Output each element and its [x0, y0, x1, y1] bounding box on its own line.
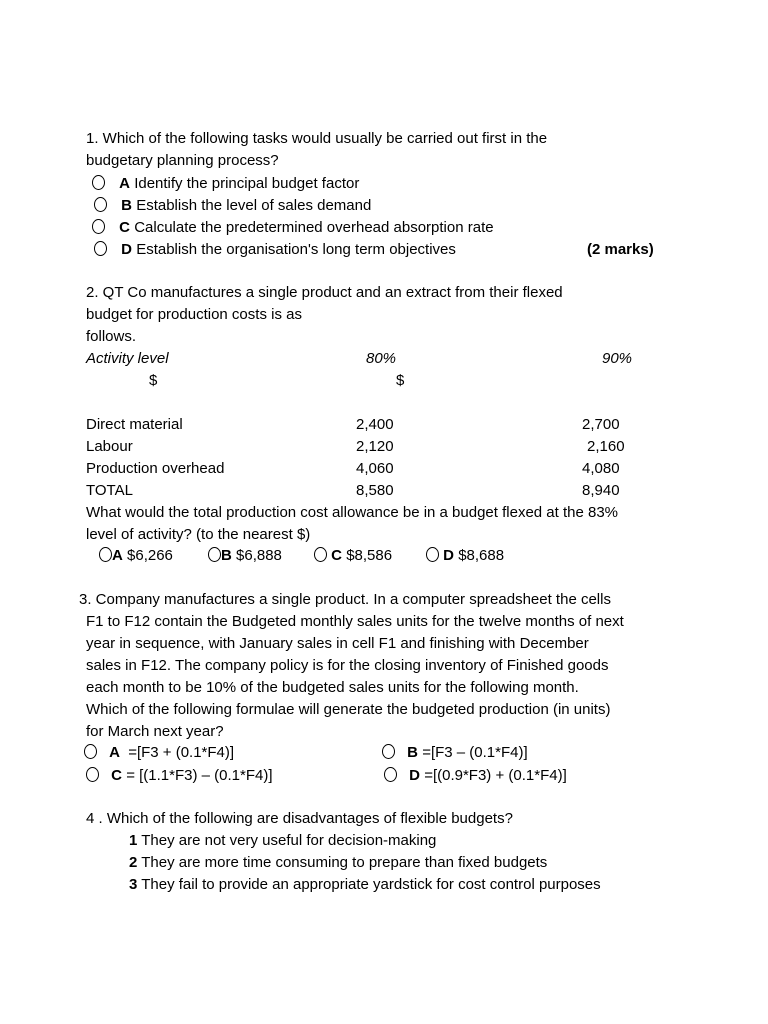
option-letter: D [409, 767, 421, 784]
radio-circle-icon[interactable] [94, 241, 107, 256]
option-letter: B [121, 197, 133, 214]
radio-circle-icon[interactable] [384, 767, 397, 782]
q1-option-a[interactable] [92, 173, 359, 195]
item-number: 3 [129, 876, 138, 893]
option-letter: A [119, 175, 131, 192]
table-cell-90: 2,160 [587, 438, 625, 455]
q1-option-d[interactable] [94, 239, 456, 261]
q2-question-line2: level of activity? (to the nearest $) [86, 526, 311, 543]
option-letter: C [119, 219, 131, 236]
table-row-label: Production overhead [86, 460, 225, 477]
option-text: Establish the organisation's long term objectives [136, 241, 456, 258]
q2-text-line1: 2. QT Co manufactures a single product and an extract from their flexed [86, 284, 563, 301]
table-row-label: Direct material [86, 416, 183, 433]
radio-circle-icon[interactable] [208, 547, 221, 562]
q3-text-line7: for March next year? [86, 723, 224, 740]
q1-option-c[interactable] [92, 217, 494, 239]
option-letter: A [109, 744, 121, 761]
item-number: 1 [129, 832, 138, 849]
table-cell-80: 8,580 [356, 482, 394, 499]
radio-circle-icon[interactable] [382, 744, 395, 759]
q3-text-line6: Which of the following formulae will generate the budgeted production (in units) [86, 701, 611, 718]
option-letter: C [331, 547, 343, 564]
radio-circle-icon[interactable] [314, 547, 327, 562]
radio-circle-icon[interactable] [99, 547, 112, 562]
q2-text-line3: follows. [86, 328, 137, 345]
table-header-activity-level: Activity level [86, 350, 169, 367]
option-text: Identify the principal budget factor [134, 175, 360, 192]
q4-item-2 [129, 852, 547, 874]
option-letter: B [407, 744, 419, 761]
table-cell-90: 2,700 [582, 416, 620, 433]
q3-option-c[interactable] [86, 765, 273, 787]
q3-text-line3: year in sequence, with January sales in cell F1 and finishing with December [86, 635, 589, 652]
currency-label: $ [396, 372, 405, 389]
option-letter: C [111, 767, 123, 784]
q1-marks: (2 marks) [587, 241, 654, 258]
option-text: $8,586 [346, 547, 393, 564]
table-cell-90: 8,940 [582, 482, 620, 499]
option-letter: A [112, 547, 123, 564]
option-text: Establish the level of sales demand [136, 197, 372, 214]
option-letter: B [221, 547, 232, 564]
radio-circle-icon[interactable] [92, 175, 105, 190]
option-text: Calculate the predetermined overhead absorption rate [134, 219, 494, 236]
table-header-80: 80% [366, 350, 397, 367]
q3-text-line2: F1 to F12 contain the Budgeted monthly sales units for the twelve months of next [86, 613, 624, 630]
option-text: =[F3 + (0.1*F4)] [128, 744, 235, 761]
option-text: =[(0.9*F3) + (0.1*F4)] [424, 767, 567, 784]
q4-item-3 [129, 874, 601, 896]
radio-circle-icon[interactable] [92, 219, 105, 234]
q1-option-b[interactable] [94, 195, 371, 217]
q2-text-line2: budget for production costs is as [86, 306, 302, 323]
table-header-90: 90% [602, 350, 633, 367]
q3-option-a[interactable] [84, 742, 234, 764]
item-text: They are more time consuming to prepare than fixed budgets [141, 854, 548, 871]
q1-text-line1: 1. Which of the following tasks would usually be carried out first in the [86, 130, 548, 147]
radio-circle-icon[interactable] [84, 744, 97, 759]
table-row-label: Labour [86, 438, 133, 455]
table-cell-90: 4,080 [582, 460, 620, 477]
q3-option-d[interactable] [384, 765, 567, 787]
q3-option-b[interactable] [382, 742, 528, 764]
q2-option-b[interactable] [208, 545, 282, 567]
radio-circle-icon[interactable] [426, 547, 439, 562]
option-letter: D [121, 241, 133, 258]
q2-option-a[interactable] [99, 545, 173, 567]
item-text: They are not very useful for decision-making [141, 832, 437, 849]
q4-item-1 [129, 830, 436, 852]
currency-label: $ [149, 372, 158, 389]
option-text: = [(1.1*F3) – (0.1*F4)] [126, 767, 273, 784]
table-row-label: TOTAL [86, 482, 133, 499]
table-cell-80: 4,060 [356, 460, 394, 477]
q3-text-line4: sales in F12. The company policy is for the closing inventory of Finished goods [86, 657, 609, 674]
q1-text-line2: budgetary planning process? [86, 152, 279, 169]
option-text: $6,888 [236, 547, 282, 564]
table-cell-80: 2,120 [356, 438, 394, 455]
radio-circle-icon[interactable] [86, 767, 99, 782]
option-letter: D [443, 547, 455, 564]
q4-text-line1: 4 . Which of the following are disadvantages of flexible budgets? [86, 810, 513, 827]
q2-option-d[interactable] [426, 545, 504, 567]
q2-question-line1: What would the total production cost allowance be in a budget flexed at the 83% [86, 504, 619, 521]
option-text: $8,688 [458, 547, 505, 564]
item-number: 2 [129, 854, 138, 871]
option-text: =[F3 – (0.1*F4)] [422, 744, 528, 761]
item-text: They fail to provide an appropriate yardstick for cost control purposes [141, 876, 601, 893]
table-cell-80: 2,400 [356, 416, 394, 433]
radio-circle-icon[interactable] [94, 197, 107, 212]
q3-text-line1: 3. Company manufactures a single product. In a computer spreadsheet the cells [79, 591, 611, 608]
q2-option-c[interactable] [314, 545, 392, 567]
option-text: $6,266 [127, 547, 173, 564]
q3-text-line5: each month to be 10% of the budgeted sales units for the following month. [86, 679, 579, 696]
